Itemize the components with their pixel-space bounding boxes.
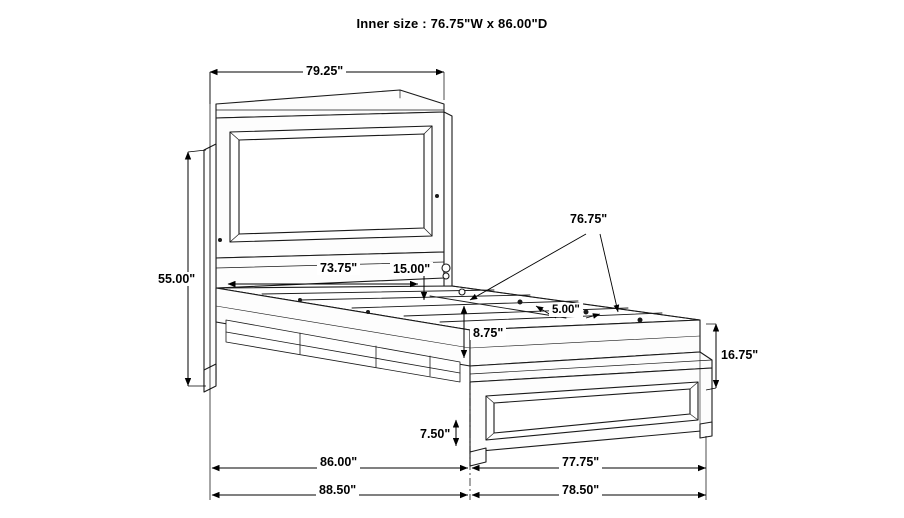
dim-overall-height: 55.00" bbox=[155, 272, 198, 286]
dim-overall-length: 88.50" bbox=[316, 483, 359, 497]
dim-headboard-width: 79.25" bbox=[303, 64, 346, 78]
dim-deck-height: 8.75" bbox=[470, 326, 506, 340]
dim-slat-width: 5.00" bbox=[549, 303, 583, 317]
dim-headboard-clearance-height: 15.00" bbox=[390, 262, 433, 276]
dim-overall-side-length: 78.50" bbox=[559, 483, 602, 497]
page-title: Inner size : 76.75"W x 86.00"D bbox=[356, 16, 548, 31]
dim-inner-length: 86.00" bbox=[317, 455, 360, 469]
dim-footboard-height: 16.75" bbox=[718, 348, 761, 362]
dim-side-length: 77.75" bbox=[559, 455, 602, 469]
dim-inner-depth-width: 76.75" bbox=[567, 212, 610, 226]
dim-rail-bottom-clearance: 7.50" bbox=[417, 427, 453, 441]
dim-inner-headboard-width: 73.75" bbox=[317, 261, 360, 275]
